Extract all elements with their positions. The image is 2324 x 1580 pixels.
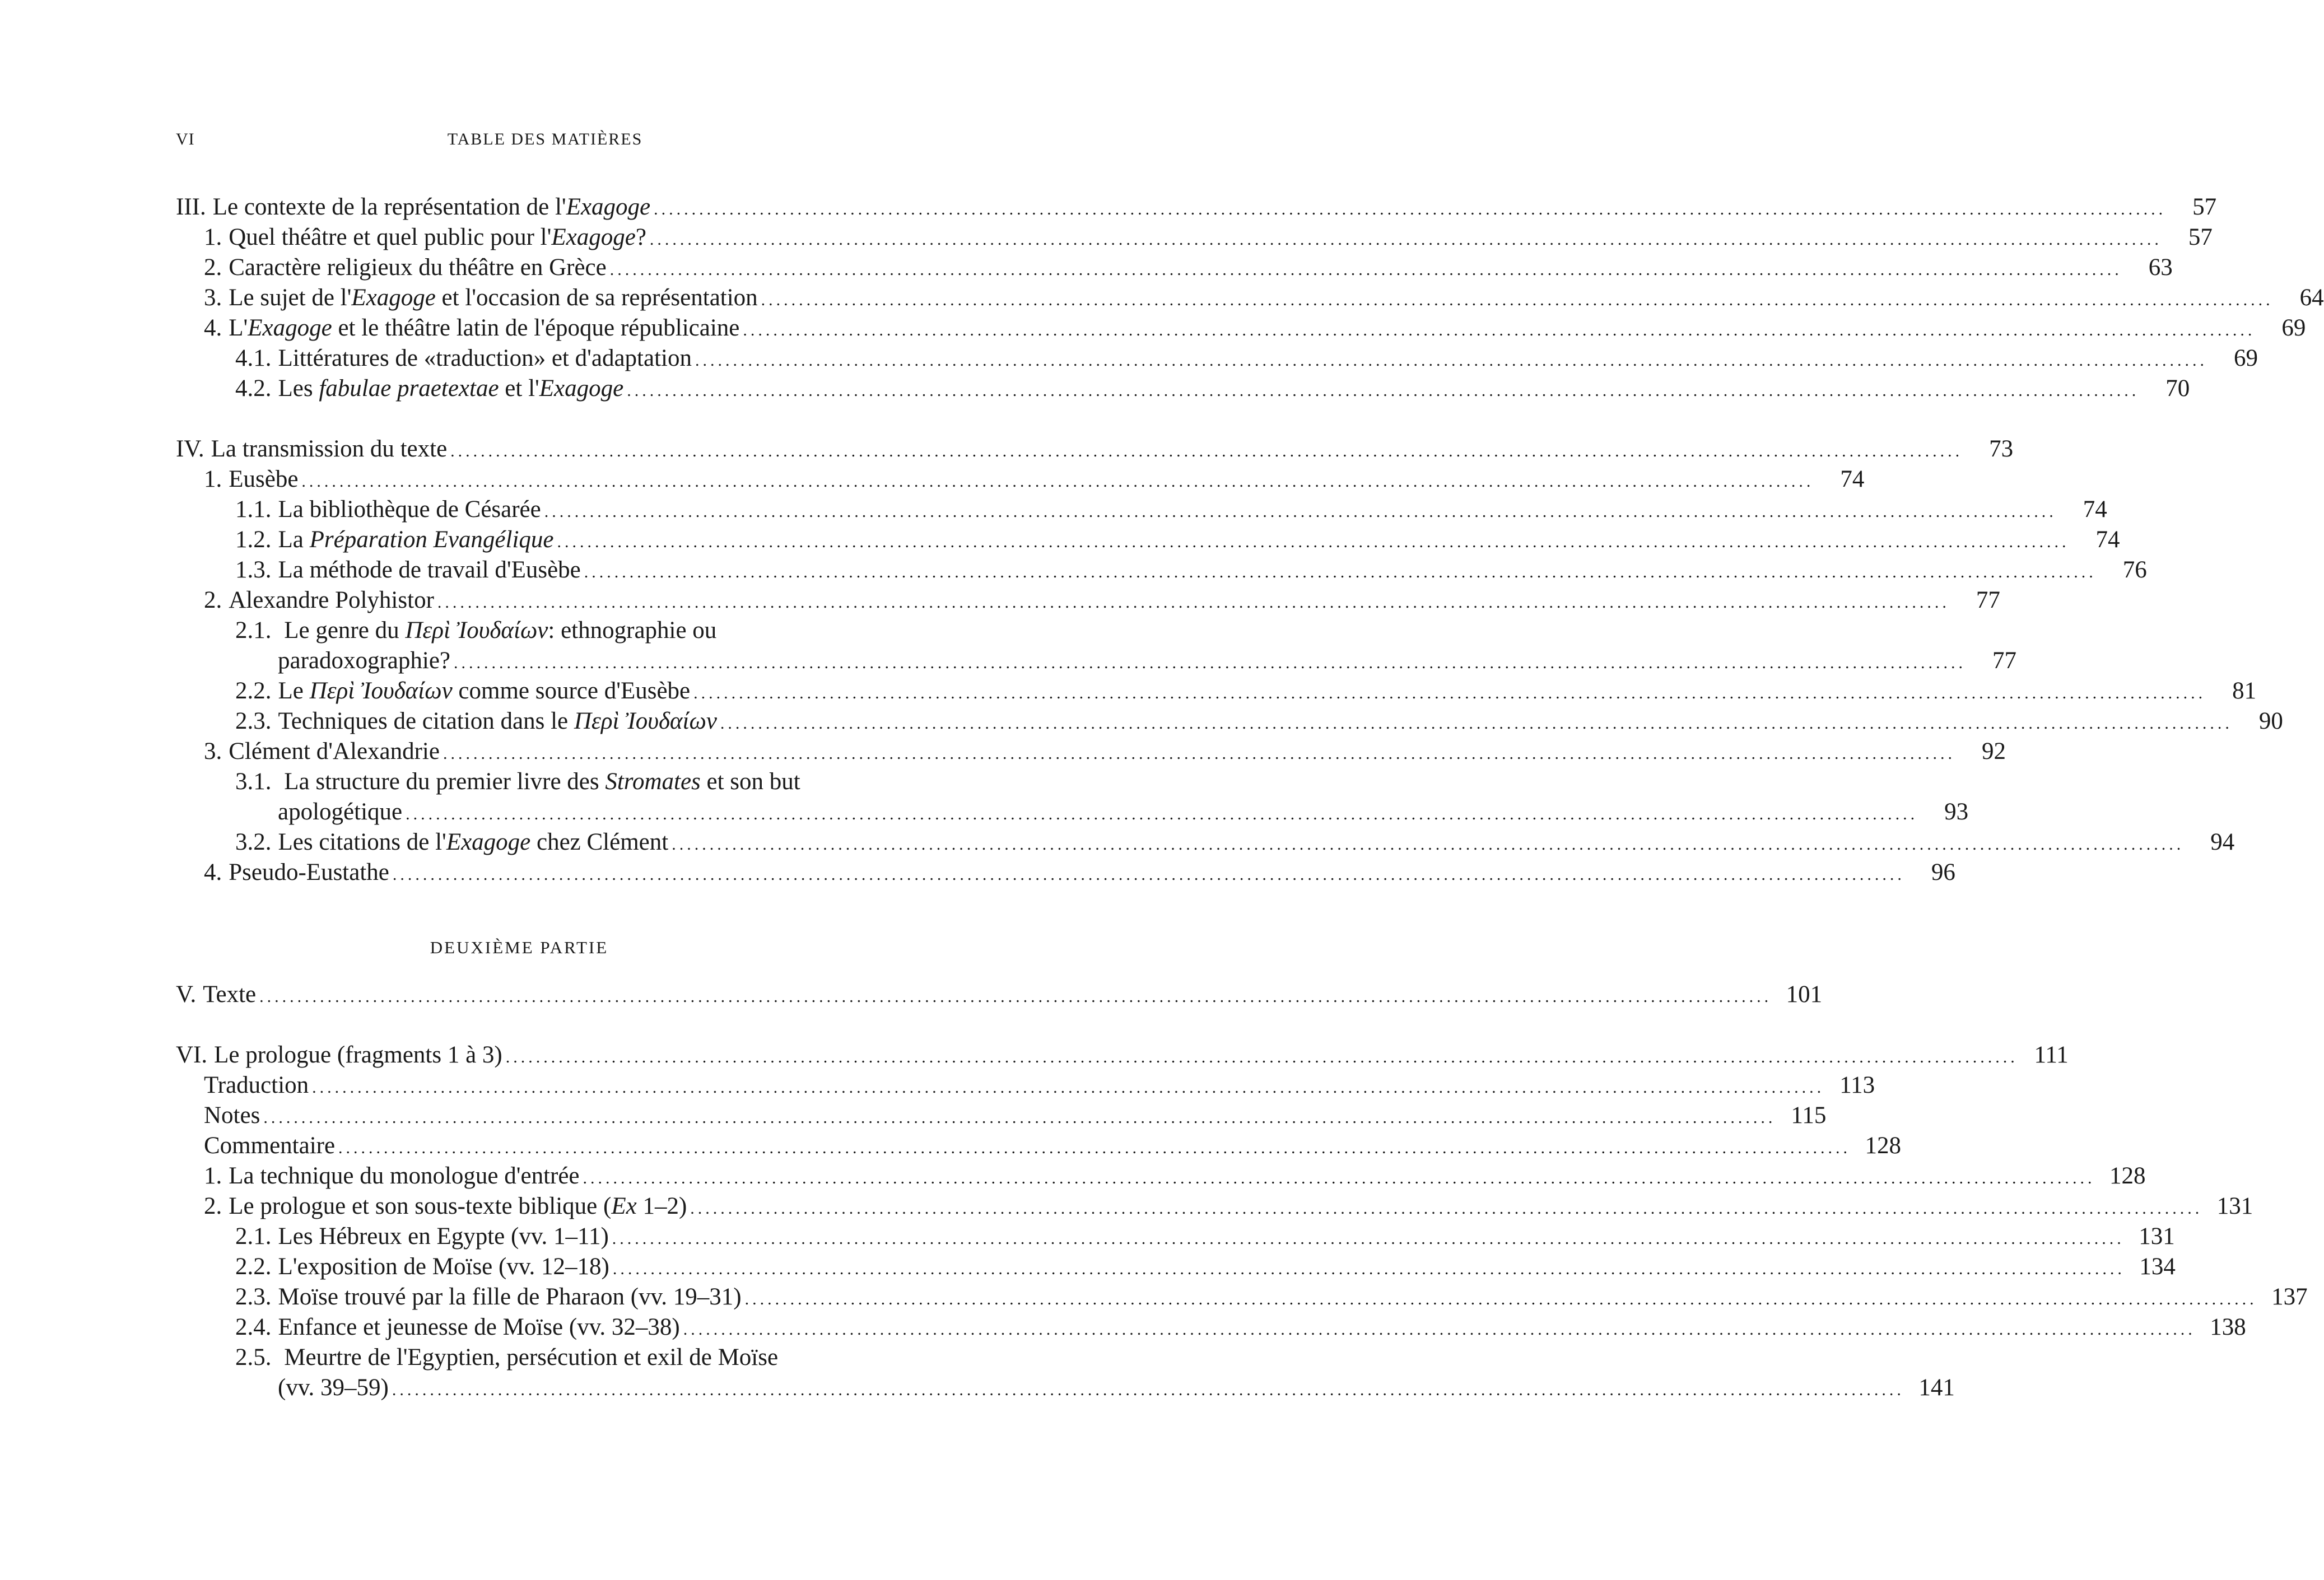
toc-title: Techniques de citation dans le Περὶ Ἰουδαίων (278, 708, 717, 734)
toc-title: Le sujet de l'Exagoge et l'occasion de sa représentation (229, 285, 758, 311)
toc-page-ref: 134 (2139, 1253, 2176, 1280)
toc-entry-4-1-3[interactable] (235, 554, 2147, 588)
toc-title: apologétique (278, 799, 403, 825)
toc-entry-6-2-4[interactable] (235, 1312, 2246, 1345)
toc-entry-chapter-3[interactable] (176, 192, 2217, 225)
toc-page-ref: 137 (2271, 1284, 2308, 1310)
toc-number: 1. (204, 1163, 222, 1189)
toc-title: Caractère religieux du théâtre en Grèce (229, 254, 607, 281)
toc-entry-4-3-1-cont[interactable] (278, 796, 1969, 830)
leader-dots: ........................................................................................................................................................................................................ (454, 654, 1967, 672)
toc-page-ref: 74 (2083, 496, 2107, 523)
toc-title: paradoxographie? (278, 647, 451, 674)
toc-line (0, 827, 2235, 858)
leader-dots: ........................................................................................................................................................................................................ (761, 291, 2274, 309)
toc-title: La Préparation Evangélique (278, 526, 554, 553)
toc-entry-4-4[interactable] (204, 857, 1955, 891)
toc-title: Littératures de «traduction» et d'adaptation (278, 345, 692, 371)
toc-title: (vv. 39–59) (278, 1374, 389, 1401)
toc-title: La transmission du texte (211, 436, 448, 462)
page-number: VI (176, 130, 195, 148)
leader-dots: ........................................................................................................................................................................................................ (406, 805, 1918, 823)
toc-entry-3-4-2[interactable] (235, 373, 2190, 407)
leader-dots: ........................................................................................................................................................................................................ (259, 987, 1772, 1006)
toc-number: 4.1. (235, 345, 272, 371)
toc-page-ref: 76 (2122, 557, 2147, 583)
toc-line (0, 1040, 2069, 1071)
running-head (176, 130, 914, 164)
leader-dots: ........................................................................................................................................................................................................ (392, 1381, 1904, 1399)
toc-entry-chapter-5[interactable] (176, 979, 1823, 1013)
toc-title: Le prologue et son sous-texte biblique (Ex 1–2) (229, 1193, 687, 1219)
toc-title: Eusèbe (229, 466, 299, 492)
toc-number: IV. (176, 436, 204, 462)
toc-entry-6-traduction[interactable] (204, 1070, 1875, 1103)
toc-line (0, 585, 2000, 616)
toc-page-ref: 77 (1976, 587, 2000, 613)
toc-page-ref: 64 (2299, 285, 2324, 311)
toc-line (0, 464, 1865, 495)
leader-dots: ........................................................................................................................................................................................................ (584, 563, 2097, 581)
toc-page-ref: 57 (2188, 224, 2213, 250)
toc-title: Les Hébreux en Egypte (vv. 1–11) (278, 1223, 609, 1250)
toc-line (0, 1070, 1875, 1101)
toc-entry-6-2-2[interactable] (235, 1251, 2176, 1285)
toc-title: Moïse trouvé par la fille de Pharaon (vv. 19–31) (278, 1284, 742, 1310)
toc-title: Commentaire (204, 1132, 336, 1159)
toc-line (0, 373, 2190, 404)
toc-number: 2. (204, 254, 222, 281)
toc-page-ref: 74 (2095, 526, 2120, 553)
toc-page-ref: 96 (1931, 859, 1955, 885)
toc-line (0, 282, 2324, 314)
toc-number: 1. (204, 224, 222, 250)
running-title: TABLE DES MATIÈRES (447, 130, 643, 148)
toc-entry-3-4-1[interactable] (235, 343, 2258, 376)
toc-number: 1.2. (235, 526, 272, 553)
toc-page-ref: 69 (2233, 345, 2258, 371)
toc-line (0, 494, 2107, 525)
toc-page-ref: 131 (2139, 1223, 2175, 1250)
leader-dots: ........................................................................................................................................................................................................ (612, 1260, 2125, 1278)
toc-line (0, 615, 1038, 646)
leader-dots: ........................................................................................................................................................................................................ (301, 472, 1814, 491)
toc-number: 4.2. (235, 375, 272, 402)
toc-title: Quel théâtre et quel public pour l'Exagoge? (229, 224, 646, 250)
toc-entry-6-2-3[interactable] (235, 1281, 2308, 1315)
toc-entry-6-commentaire[interactable] (204, 1130, 1902, 1164)
toc-page-ref: 90 (2258, 708, 2283, 734)
toc-entry-4-2-3[interactable] (235, 706, 2283, 739)
toc-title: La méthode de travail d'Eusèbe (278, 557, 581, 583)
toc-title: La technique du monologue d'entrée (229, 1163, 580, 1189)
toc-entry-3-1[interactable] (204, 222, 2213, 255)
toc-title: Notes (204, 1102, 260, 1129)
toc-number: 2.5. (235, 1344, 272, 1371)
toc-line (0, 1281, 2308, 1313)
toc-line (0, 1130, 1902, 1162)
toc-entry-6-2-5[interactable] (235, 1342, 778, 1373)
leader-dots: ........................................................................................................................................................................................................ (649, 230, 2162, 249)
toc-entry-4-1[interactable] (204, 464, 1865, 497)
toc-entry-6-notes[interactable] (204, 1100, 1827, 1134)
toc-line (0, 192, 2217, 223)
toc-line (0, 857, 1955, 888)
toc-line (0, 1221, 2175, 1252)
toc-number: V. (176, 981, 197, 1008)
toc-title: La bibliothèque de Césarée (278, 496, 541, 523)
leader-dots: ........................................................................................................................................................................................................ (672, 835, 2185, 854)
toc-title: L'Exagoge et le théâtre latin de l'époque républicaine (229, 315, 740, 341)
toc-entry-4-2-2[interactable] (235, 675, 2257, 709)
toc-title: L'exposition de Moïse (vv. 12–18) (278, 1253, 609, 1280)
toc-line (0, 313, 2306, 344)
toc-title: La structure du premier livre des Stromates et son but (284, 768, 800, 795)
toc-page-ref: 128 (1865, 1132, 1902, 1159)
toc-entry-4-1-1[interactable] (235, 494, 2107, 528)
toc-line (0, 736, 2006, 767)
toc-title: Le contexte de la représentation de l'Exagoge (212, 194, 651, 220)
toc-entry-3-4[interactable] (204, 313, 2306, 346)
leader-dots: ........................................................................................................................................................................................................ (744, 1290, 2257, 1308)
toc-entry-4-3-1[interactable] (235, 766, 800, 798)
toc-title: Pseudo-Eustathe (229, 859, 389, 885)
toc-page-ref: 128 (2109, 1163, 2146, 1189)
toc-line (0, 675, 2257, 707)
toc-entry-3-2[interactable] (204, 252, 2173, 286)
toc-page-ref: 81 (2232, 678, 2257, 704)
toc-page-ref: 92 (1981, 738, 2006, 765)
toc-number: 2.2. (235, 1253, 272, 1280)
toc-number: 3.2. (235, 829, 272, 855)
toc-number: 3.1. (235, 768, 272, 795)
toc-number: 1.3. (235, 557, 272, 583)
toc-number: 1.1. (235, 496, 272, 523)
toc-line (0, 1342, 1038, 1373)
toc-number: 4. (204, 859, 222, 885)
leader-dots: ........................................................................................................................................................................................................ (450, 442, 1963, 460)
toc-line (0, 434, 2014, 465)
toc-page-ref: 101 (1786, 981, 1823, 1008)
toc-line (0, 1160, 2146, 1192)
leader-dots: ........................................................................................................................................................................................................ (695, 351, 2207, 370)
leader-dots: ........................................................................................................................................................................................................ (627, 381, 2140, 400)
toc-entry-4-2-1-cont[interactable] (278, 645, 2017, 679)
toc-title: Le genre du Περὶ Ἰουδαίων: ethnographie ou (284, 617, 717, 644)
toc-title: Meurtre de l'Egyptien, persécution et exil de Moïse (284, 1344, 779, 1371)
toc-number: 2. (204, 1193, 222, 1219)
leader-dots: ........................................................................................................................................................................................................ (693, 684, 2206, 702)
toc-number: 3. (204, 285, 222, 311)
toc-line (0, 796, 1969, 828)
leader-dots: ........................................................................................................................................................................................................ (720, 714, 2233, 733)
leader-dots: ........................................................................................................................................................................................................ (743, 321, 2256, 339)
toc-title: Traduction (204, 1072, 309, 1098)
toc-line (0, 766, 1038, 798)
toc-entry-6-1[interactable] (204, 1160, 2146, 1194)
toc-entry-6-2-5-cont[interactable] (278, 1372, 1955, 1406)
toc-entry-4-2[interactable] (204, 585, 2000, 618)
toc-line (0, 1312, 2246, 1343)
toc-number: 2.2. (235, 678, 272, 704)
toc-entry-4-3[interactable] (204, 736, 2006, 770)
toc-entry-6-2[interactable] (204, 1191, 2253, 1224)
toc-line (0, 1251, 2176, 1283)
part-heading: DEUXIÈME PARTIE (430, 938, 609, 957)
toc-page-ref: 131 (2216, 1193, 2253, 1219)
leader-dots: ........................................................................................................................................................................................................ (654, 200, 2167, 218)
leader-dots: ........................................................................................................................................................................................................ (612, 1229, 2125, 1248)
toc-page-ref: 113 (1839, 1072, 1875, 1098)
toc-number: 2.1. (235, 617, 272, 644)
leader-dots: ........................................................................................................................................................................................................ (583, 1169, 2095, 1187)
toc-number: 2.3. (235, 708, 272, 734)
toc-page-ref: 94 (2210, 829, 2235, 855)
toc-line (0, 706, 2283, 737)
toc-entry-4-1-2[interactable] (235, 524, 2120, 558)
toc-page-ref: 111 (2034, 1042, 2069, 1068)
leader-dots: ........................................................................................................................................................................................................ (392, 865, 1905, 884)
toc-title: Texte (203, 981, 257, 1008)
toc-title: Enfance et jeunesse de Moïse (vv. 32–38) (278, 1314, 680, 1340)
leader-dots: ........................................................................................................................................................................................................ (443, 744, 1955, 763)
toc-page-ref: 63 (2148, 254, 2173, 281)
toc-page-ref: 141 (1918, 1374, 1955, 1401)
leader-dots: ........................................................................................................................................................................................................ (544, 502, 2057, 521)
toc-page-ref: 69 (2281, 315, 2306, 341)
leader-dots: ........................................................................................................................................................................................................ (312, 1078, 1825, 1097)
toc-title: Alexandre Polyhistor (229, 587, 434, 613)
leader-dots: ........................................................................................................................................................................................................ (557, 533, 2070, 551)
toc-entry-4-2-1[interactable] (235, 615, 716, 646)
leader-dots: ........................................................................................................................................................................................................ (263, 1108, 1776, 1127)
leader-dots: ........................................................................................................................................................................................................ (437, 593, 1950, 612)
leader-dots: ........................................................................................................................................................................................................ (338, 1139, 1851, 1157)
toc-page-ref: 73 (1989, 436, 2014, 462)
toc-number: 1. (204, 466, 222, 492)
toc-line (0, 1100, 1827, 1131)
toc-number: III. (176, 194, 206, 220)
toc-entry-3-3[interactable] (204, 282, 2324, 316)
toc-line (0, 524, 2120, 556)
toc-entry-4-3-2[interactable] (235, 827, 2235, 860)
toc-page-ref: 93 (1944, 799, 1969, 825)
toc-line (0, 979, 1823, 1010)
toc-number: 2.4. (235, 1314, 272, 1340)
toc-number: 4. (204, 315, 222, 341)
toc-number: 2. (204, 587, 222, 613)
leader-dots: ........................................................................................................................................................................................................ (505, 1048, 2018, 1066)
toc-page-ref: 77 (1992, 647, 2017, 674)
toc-line (0, 343, 2258, 374)
toc-title: Le prologue (fragments 1 à 3) (214, 1042, 502, 1068)
toc-number: 3. (204, 738, 222, 765)
leader-dots: ........................................................................................................................................................................................................ (609, 260, 2122, 279)
toc-entry-chapter-6[interactable] (176, 1040, 2069, 1073)
leader-dots: ........................................................................................................................................................................................................ (683, 1320, 2196, 1339)
toc-number: VI. (176, 1042, 208, 1068)
toc-page-ref: 74 (1840, 466, 1865, 492)
toc-line (0, 222, 2213, 253)
toc-entry-chapter-4[interactable] (176, 434, 2014, 467)
toc-title: Les fabulae praetextae et l'Exagoge (278, 375, 624, 402)
toc-title: Le Περὶ Ἰουδαίων comme source d'Eusèbe (278, 678, 691, 704)
toc-line (0, 1191, 2253, 1222)
toc-page-ref: 70 (2165, 375, 2190, 402)
toc-page-ref: 115 (1791, 1102, 1827, 1129)
toc-line (0, 554, 2147, 586)
toc-title: Les citations de l'Exagoge chez Clément (278, 829, 669, 855)
toc-line (0, 1372, 1955, 1404)
toc-page-ref: 138 (2210, 1314, 2246, 1340)
toc-page-ref: 57 (2192, 194, 2217, 220)
toc-line (0, 645, 2017, 677)
toc-line (0, 252, 2173, 283)
toc-number: 2.3. (235, 1284, 272, 1310)
toc-number: 2.1. (235, 1223, 272, 1250)
leader-dots: ........................................................................................................................................................................................................ (690, 1199, 2203, 1218)
toc-entry-6-2-1[interactable] (235, 1221, 2175, 1255)
toc-title: Clément d'Alexandrie (229, 738, 440, 765)
